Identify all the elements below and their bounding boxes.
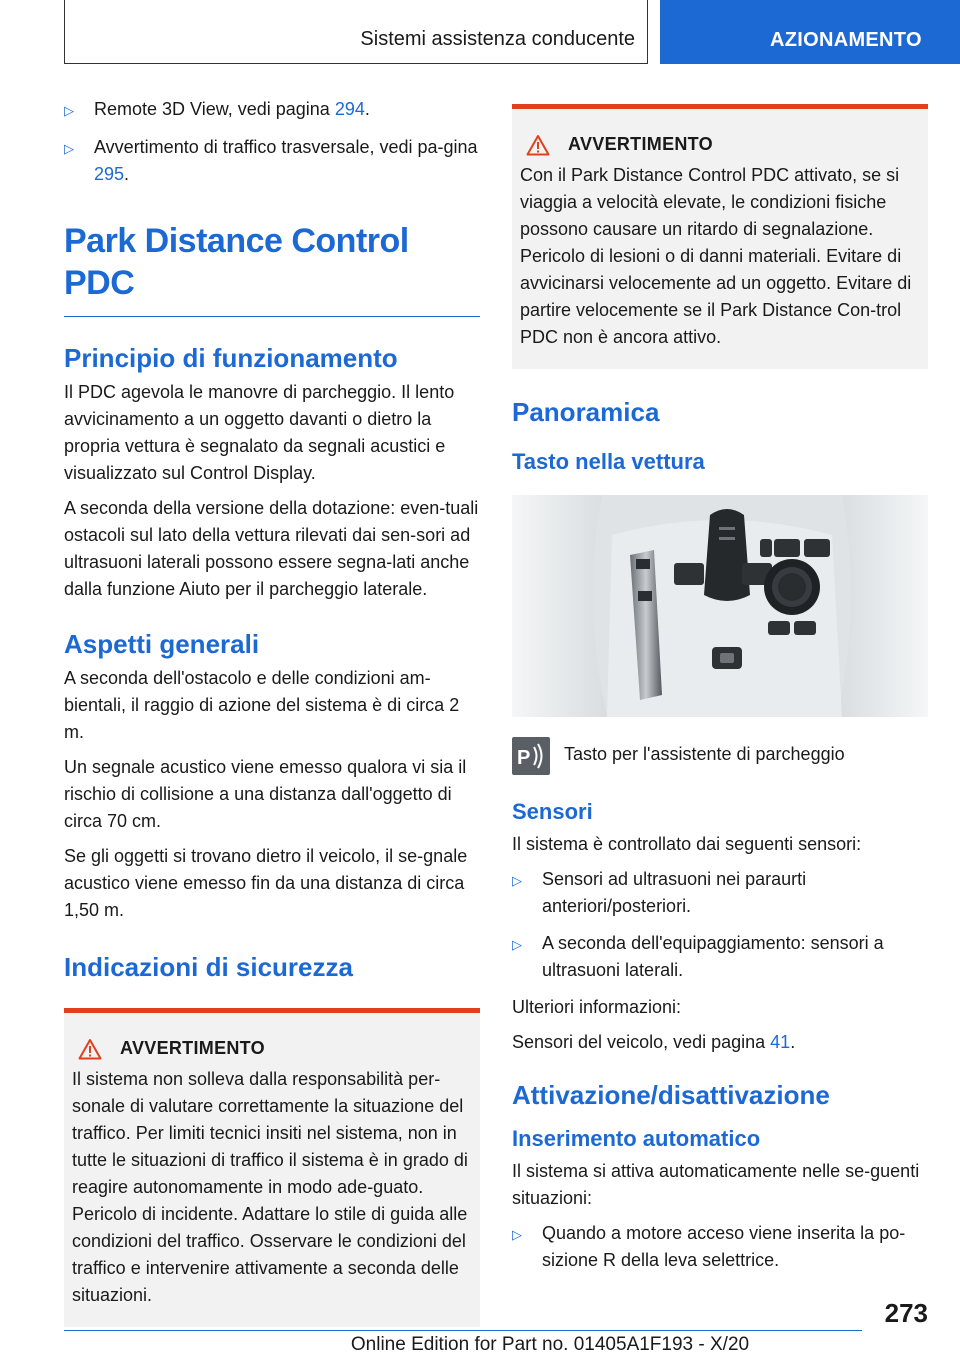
paragraph: Il sistema è controllato dai seguenti sensori: (512, 834, 862, 854)
page-title: Park Distance Control PDC (64, 220, 480, 317)
warning-triangle-icon (526, 134, 550, 156)
page-number: 273 (884, 1298, 928, 1328)
subsection-heading-sensors: Sensori (512, 799, 593, 824)
paragraph: Ulteriori informazioni: (512, 997, 682, 1017)
paragraph: Sensori del veicolo, vedi pagina 41. (512, 1032, 796, 1052)
warning-triangle-icon (78, 1038, 102, 1060)
paragraph: Il sistema si attiva automaticamente nelle se-guenti situazioni: (512, 1161, 920, 1208)
bullet-triangle-icon: ▷ (512, 1227, 522, 1242)
paragraph: Se gli oggetti si trovano dietro il veicolo, il se-gnale acustico viene emesso fin da una distanza di circa 1,50 m. (64, 846, 468, 920)
parking-assistant-button-icon (512, 737, 550, 775)
center-console-photo (512, 495, 928, 717)
bullet-triangle-icon: ▷ (64, 103, 74, 118)
svg-text:P: P (517, 747, 531, 769)
subsection-heading-button: Tasto nella vettura (512, 449, 705, 474)
header-chapter-title: AZIONAMENTO (770, 29, 922, 51)
list-item: ▷ Sensori ad ultrasuoni nei paraurti anteriori/posteriori. (512, 866, 928, 920)
warning-text: Con il Park Distance Control PDC attivato, se si viaggia a velocità elevate, le condizioni fisiche possono causare un ritardo di segnalazione. Pericolo di lesioni o di danni materiali. Evitare di avvicinarsi velocemente ad un oggetto. Evitare di partire velocemente se il Park Distance Con-trol PDC non è ancora attivo. (520, 165, 912, 347)
paragraph: Il PDC agevola le manovre di parcheggio. Il lento avvicinamento a un oggetto davanti o dietro la propria vettura è segnalato da segnali acustici e visualizzato sul Control Display. (64, 382, 455, 483)
warning-title: AVVERTIMENTO (568, 134, 713, 154)
section-heading-safety: Indicazioni di sicurezza (64, 952, 353, 982)
footer-edition: Online Edition for Part no. 01405A1F193 - X/20 (350, 1334, 750, 1355)
header-section-tab (64, 0, 648, 64)
list-item: ▷ Quando a motore acceso viene inserita la po-sizione R della leva selettrice. (512, 1220, 928, 1274)
page-link-295[interactable]: 295 (94, 164, 125, 184)
bullet-triangle-icon: ▷ (512, 873, 522, 888)
list-item: ▷ Avvertimento di traffico trasversale, vedi pa-gina 295. (64, 134, 480, 188)
left-column (64, 96, 480, 1327)
warning-text: Il sistema non solleva dalla responsabilità per-sonale di valutare correttamente la situazione del traffico. Per limiti tecnici insiti nel sistema, non in tutte le situazioni di traffico il sistema è in grado di reagire autonomamente in modo ade-guato. Pericolo di incidente. Adattare lo stile di guida alle condizioni del traffico. Osservare le condizioni del traffico e intervenire attivamente a seconda delle situazioni. (72, 1069, 468, 1305)
header-chapter-tab[interactable] (660, 0, 960, 64)
center-console-illustration (512, 495, 928, 717)
warning-header (78, 1035, 472, 1062)
footer-divider (64, 1330, 862, 1331)
paragraph: Un segnale acustico viene emesso qualora vi sia il rischio di collisione a una distanza dall'oggetto di circa 70 cm. (64, 757, 467, 831)
warning-box (64, 1008, 480, 1327)
caption-row (512, 737, 928, 775)
warning-box (512, 104, 928, 369)
bullet-triangle-icon: ▷ (512, 937, 522, 952)
list-item: ▷ Remote 3D View, vedi pagina 294. (64, 96, 480, 124)
paragraph: A seconda dell'ostacolo e delle condizioni am-bientali, il raggio di azione del sistema è di circa 2 m. (64, 668, 460, 742)
warning-header (526, 131, 920, 158)
paragraph: A seconda della versione della dotazione: even-tuali ostacoli sul lato della vettura rilevati dai sen-sori ad ultrasuoni laterali possono essere segna-lati anche dalla funzione Aiuto per il parcheggio laterale. (64, 498, 479, 599)
section-heading-general: Aspetti generali (64, 629, 260, 659)
warning-title: AVVERTIMENTO (120, 1038, 265, 1058)
caption-text: Tasto per l'assistente di parcheggio (564, 744, 845, 764)
right-column (512, 104, 928, 1284)
list-item: ▷ A seconda dell'equipaggiamento: sensori a ultrasuoni laterali. (512, 930, 928, 984)
header-section-title: Sistemi assistenza conducente (360, 28, 635, 50)
section-heading-activation: Attivazione/disattivazione (512, 1080, 830, 1110)
section-heading-principle: Principio di funzionamento (64, 343, 398, 373)
section-heading-overview: Panoramica (512, 397, 660, 427)
page-link-294[interactable]: 294 (334, 99, 365, 119)
bullet-triangle-icon: ▷ (64, 141, 74, 156)
subsection-heading-auto: Inserimento automatico (512, 1126, 761, 1151)
page-link-41[interactable]: 41 (770, 1032, 791, 1052)
